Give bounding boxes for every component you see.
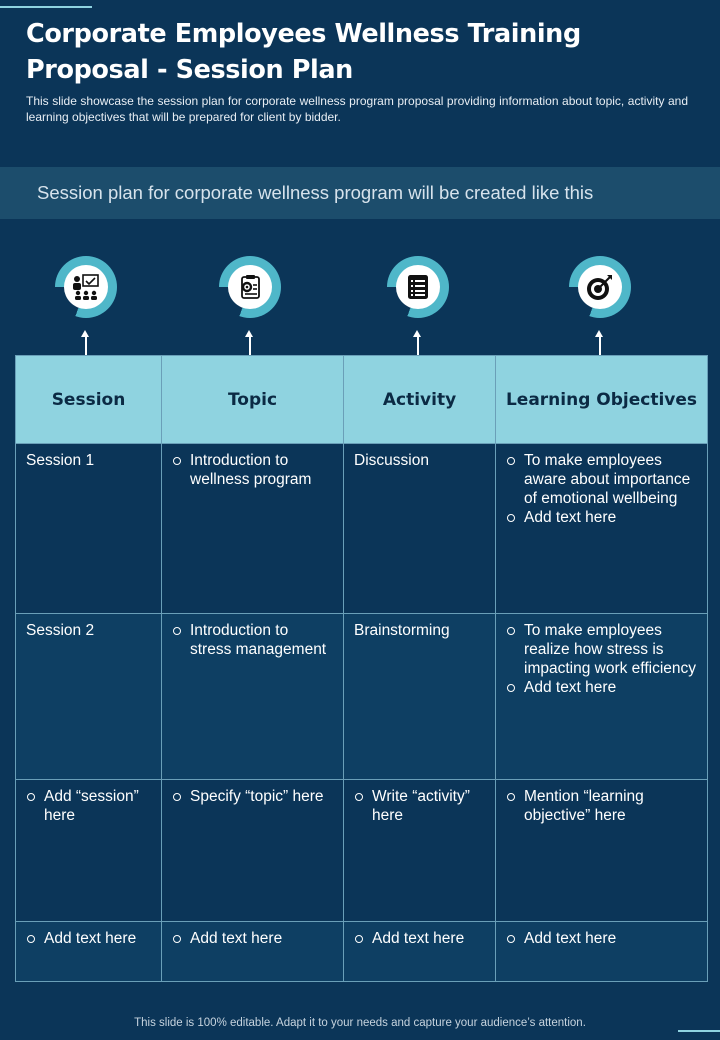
list-item: To make employees aware about importance of emotional wellbeing [506,451,697,508]
objectives-icon-group [569,256,631,356]
intro-banner [0,167,720,219]
list-item: Add text here [172,929,333,948]
page-title: Corporate Employees Wellness Training Proposal - Session Plan [26,19,581,85]
table-row [16,780,708,922]
objectives-cell [496,922,708,982]
table-row [16,922,708,982]
list-item: Introduction to wellness program [172,451,333,489]
topic-icon-group [219,256,281,356]
topic-cell [162,614,344,780]
bottom-accent-line [678,1030,720,1032]
header-learning-objectives: Learning Objectives [496,356,708,444]
slide-header [26,16,688,125]
footer-note: This slide is 100% editable. Adapt it to your needs and capture your audience’s attention. [134,1017,586,1029]
objectives-cell [496,780,708,922]
list-item: Add text here [26,929,151,948]
activity-cell: Discussion [344,444,496,614]
objectives-cell [496,614,708,780]
list-item: To make employees realize how stress is impacting work efficiency [506,621,697,678]
list-item: Introduction to stress management [172,621,333,659]
top-accent-line [0,6,92,8]
list-item: Add text here [506,508,697,527]
list-item: Mention “learning objective” here [506,787,697,825]
table-row [16,444,708,614]
session-cell: Session 2 [16,614,162,780]
banner-text: Session plan for corporate wellness program will be created like this [37,182,594,203]
activity-cell [344,780,496,922]
presenter-audience-icon [64,265,108,309]
topic-cell [162,780,344,922]
session-cell [16,780,162,922]
table-row [16,614,708,780]
list-document-icon [396,265,440,309]
clipboard-gear-icon [228,265,272,309]
objectives-cell [496,444,708,614]
header-topic: Topic [162,356,344,444]
header-activity: Activity [344,356,496,444]
list-item: Add text here [354,929,485,948]
target-dart-icon [578,265,622,309]
session-cell [16,922,162,982]
page-subtitle: This slide showcase the session plan for corporate wellness program proposal providing information about topic, activity and learning objectives that will be prepared for client by bidder. [26,94,688,124]
activity-cell [344,922,496,982]
activity-cell: Brainstorming [344,614,496,780]
session-plan-table [15,355,708,982]
activity-icon-group [387,256,449,356]
list-item: Specify “topic” here [172,787,333,806]
column-icons [0,256,720,356]
topic-cell [162,444,344,614]
table-header-row [16,356,708,444]
list-item: Add “session” here [26,787,151,825]
session-cell: Session 1 [16,444,162,614]
list-item: Add text here [506,678,697,697]
header-session: Session [16,356,162,444]
session-icon-group [55,256,117,356]
topic-cell [162,922,344,982]
list-item: Write “activity” here [354,787,485,825]
list-item: Add text here [506,929,697,948]
